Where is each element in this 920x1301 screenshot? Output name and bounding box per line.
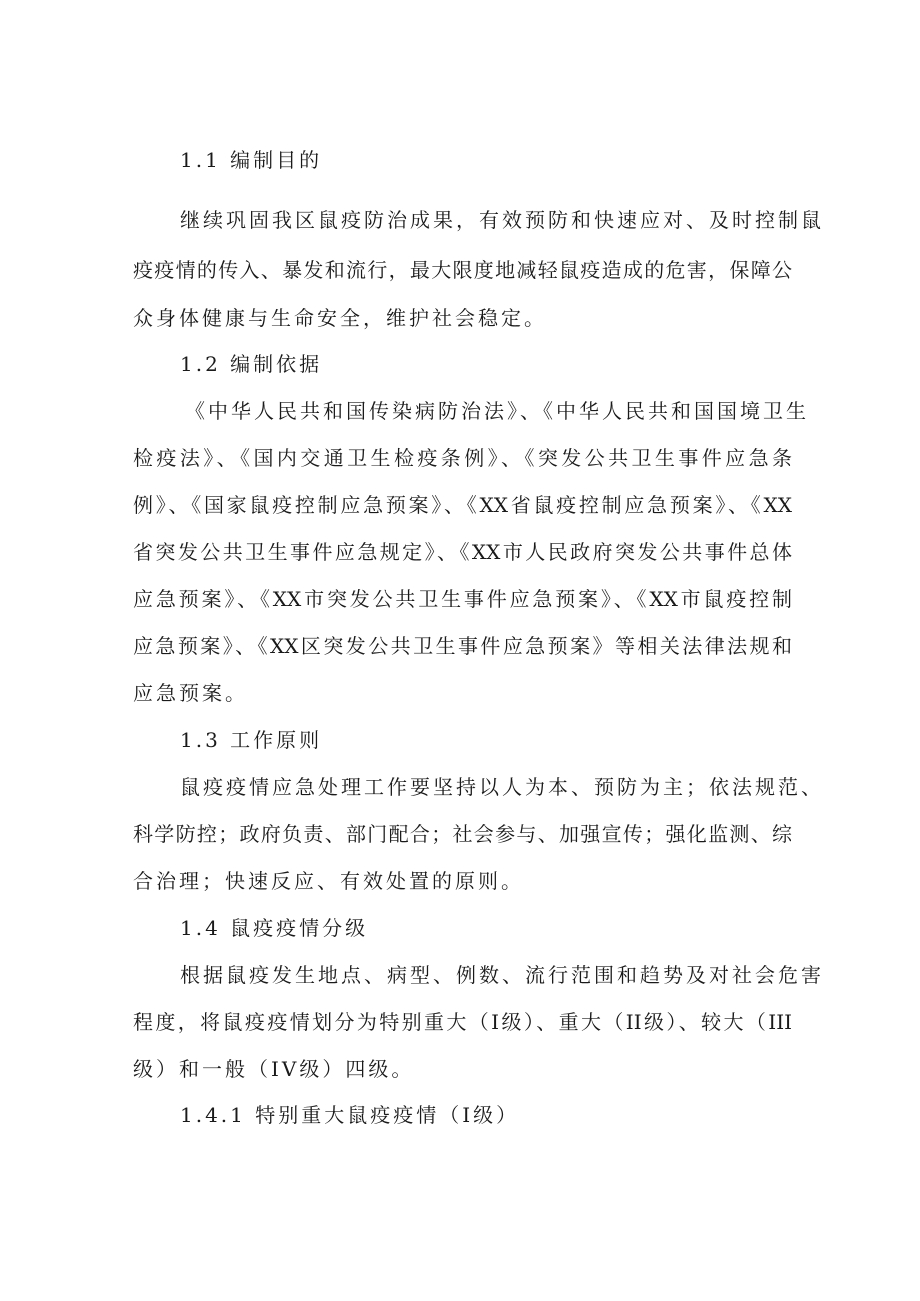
paragraph-line: 继续巩固我区鼠疫防治成果，有效预防和快速应对、及时控制鼠: [180, 208, 824, 232]
paragraph-line: 检疫法》、《国内交通卫生检疫条例》、《突发公共卫生事件应急条: [133, 446, 792, 470]
paragraph-line: 合治理；快速反应、有效处置的原则。: [133, 869, 524, 893]
paragraph-line: 应急预案。: [133, 681, 248, 705]
section-heading-1-4: 1.4 鼠疫疫情分级: [180, 916, 369, 940]
paragraph-line: 应急预案》、《XX区突发公共卫生事件应急预案》等相关法律法规和: [133, 634, 792, 658]
section-heading-1-4-1: 1.4.1 特别重大鼠疫疫情（I级）: [180, 1103, 520, 1127]
paragraph-line: 根据鼠疫发生地点、病型、例数、流行范围和趋势及对社会危害: [180, 963, 824, 987]
paragraph-line: 众身体健康与生命安全，维护社会稳定。: [133, 306, 547, 330]
paragraph-line: 省突发公共卫生事件应急规定》、《XX市人民政府突发公共事件总体: [133, 540, 792, 564]
paragraph-line: 应急预案》、《XX市突发公共卫生事件应急预案》、《XX市鼠疫控制: [133, 587, 792, 611]
paragraph-line: 例》、《国家鼠疫控制应急预案》、《XX省鼠疫控制应急预案》、《XX: [133, 493, 792, 517]
paragraph-line: 鼠疫疫情应急处理工作要坚持以人为本、预防为主；依法规范、: [180, 775, 824, 799]
paragraph-line: 程度，将鼠疫疫情划分为特别重大（I级）、重大（II级）、较大（III: [133, 1010, 792, 1034]
paragraph-line: 科学防控；政府负责、部门配合；社会参与、加强宣传；强化监测、综: [133, 822, 792, 846]
paragraph-line: 级）和一般（IV级）四级。: [133, 1057, 415, 1081]
section-heading-1-2: 1.2 编制依据: [180, 352, 323, 376]
section-heading-1-3: 1.3 工作原则: [180, 728, 323, 752]
section-heading-1-1: 1.1 编制目的: [180, 148, 323, 172]
paragraph-line: 《中华人民共和国传染病防治法》、《中华人民共和国国境卫生: [185, 399, 809, 423]
paragraph-line: 疫疫情的传入、暴发和流行，最大限度地减轻鼠疫造成的危害，保障公: [133, 258, 792, 282]
